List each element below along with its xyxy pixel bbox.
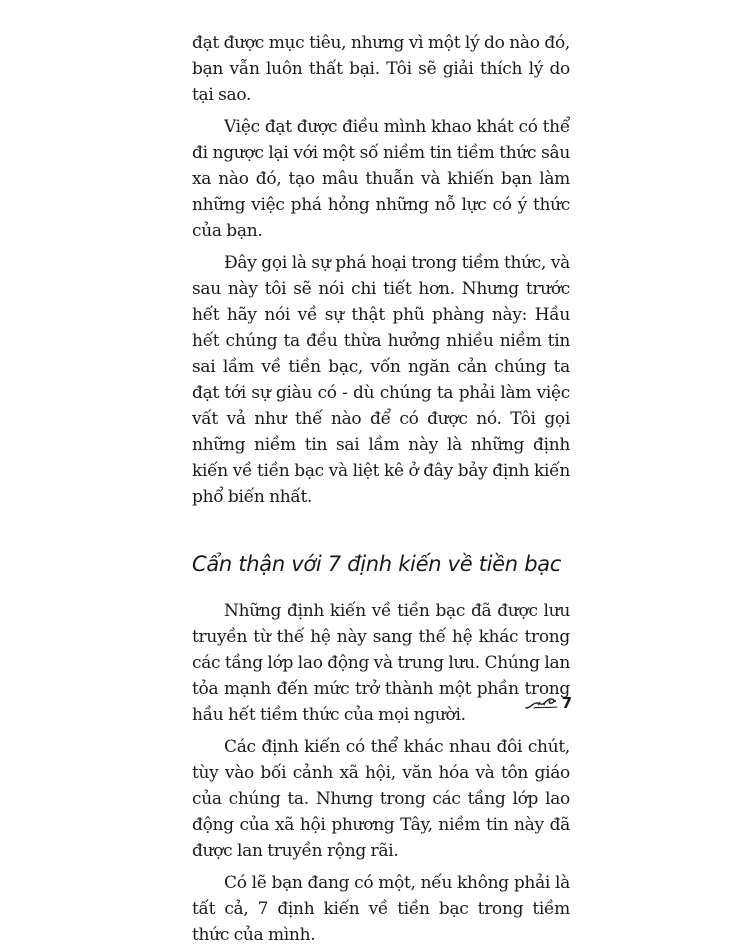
text-block-bottom — [192, 598, 570, 948]
text-block-top — [192, 30, 570, 510]
paragraph-1: đạt được mục tiêu, nhưng vì một lý do nào đó, bạn vẫn luôn thất bại. Tôi sẽ giải thích lý do tại sao. — [192, 33, 570, 105]
paragraph-5: Các định kiến có thể khác nhau đôi chút, tùy vào bối cảnh xã hội, văn hóa và tôn giáo của chúng ta. Nhưng trong các tầng lớp lao động của xã hội phương Tây, niềm tin này đã được lan truyền rộng rãi. — [192, 737, 570, 861]
section-heading: Cẩn thận với 7 định kiến về tiền bạc — [192, 552, 562, 576]
flourish-ornament-icon — [524, 695, 560, 711]
paragraph-2: Việc đạt được điều mình khao khát có thể đi ngược lại với một số niềm tin tiềm thức sâu xa nào đó, tạo mâu thuẫn và khiến bạn làm những việc phá hỏng những nỗ lực có ý thức của bạn. — [192, 117, 570, 241]
page-number: 7 — [561, 694, 572, 712]
page-footer — [512, 690, 572, 716]
paragraph-4: Những định kiến về tiền bạc đã được lưu truyền từ thế hệ này sang thế hệ khác trong các tầng lớp lao động và trung lưu. Chúng lan tỏa mạnh đến mức trở thành một phần trong hầu hết tiềm thức của mọi người. — [192, 601, 570, 725]
book-page — [192, 30, 570, 948]
paragraph-3: Đây gọi là sự phá hoại trong tiềm thức, và sau này tôi sẽ nói chi tiết hơn. Nhưng trước hết hãy nói về sự thật phũ phàng này: Hầu hết chúng ta đều thừa hưởng nhiều niềm tin sai lầm về tiền bạc, vốn ngăn cản chúng ta đạt tới sự giàu có - dù chúng ta phải làm việc vất vả như thế nào để có được nó. Tôi gọi những niềm tin sai lầm này là những định kiến về tiền bạc và liệt kê ở đây bảy định kiến phổ biến nhất. — [192, 253, 570, 507]
paragraph-6: Có lẽ bạn đang có một, nếu không phải là tất cả, 7 định kiến về tiền bạc trong tiềm thức của mình. — [192, 873, 570, 945]
